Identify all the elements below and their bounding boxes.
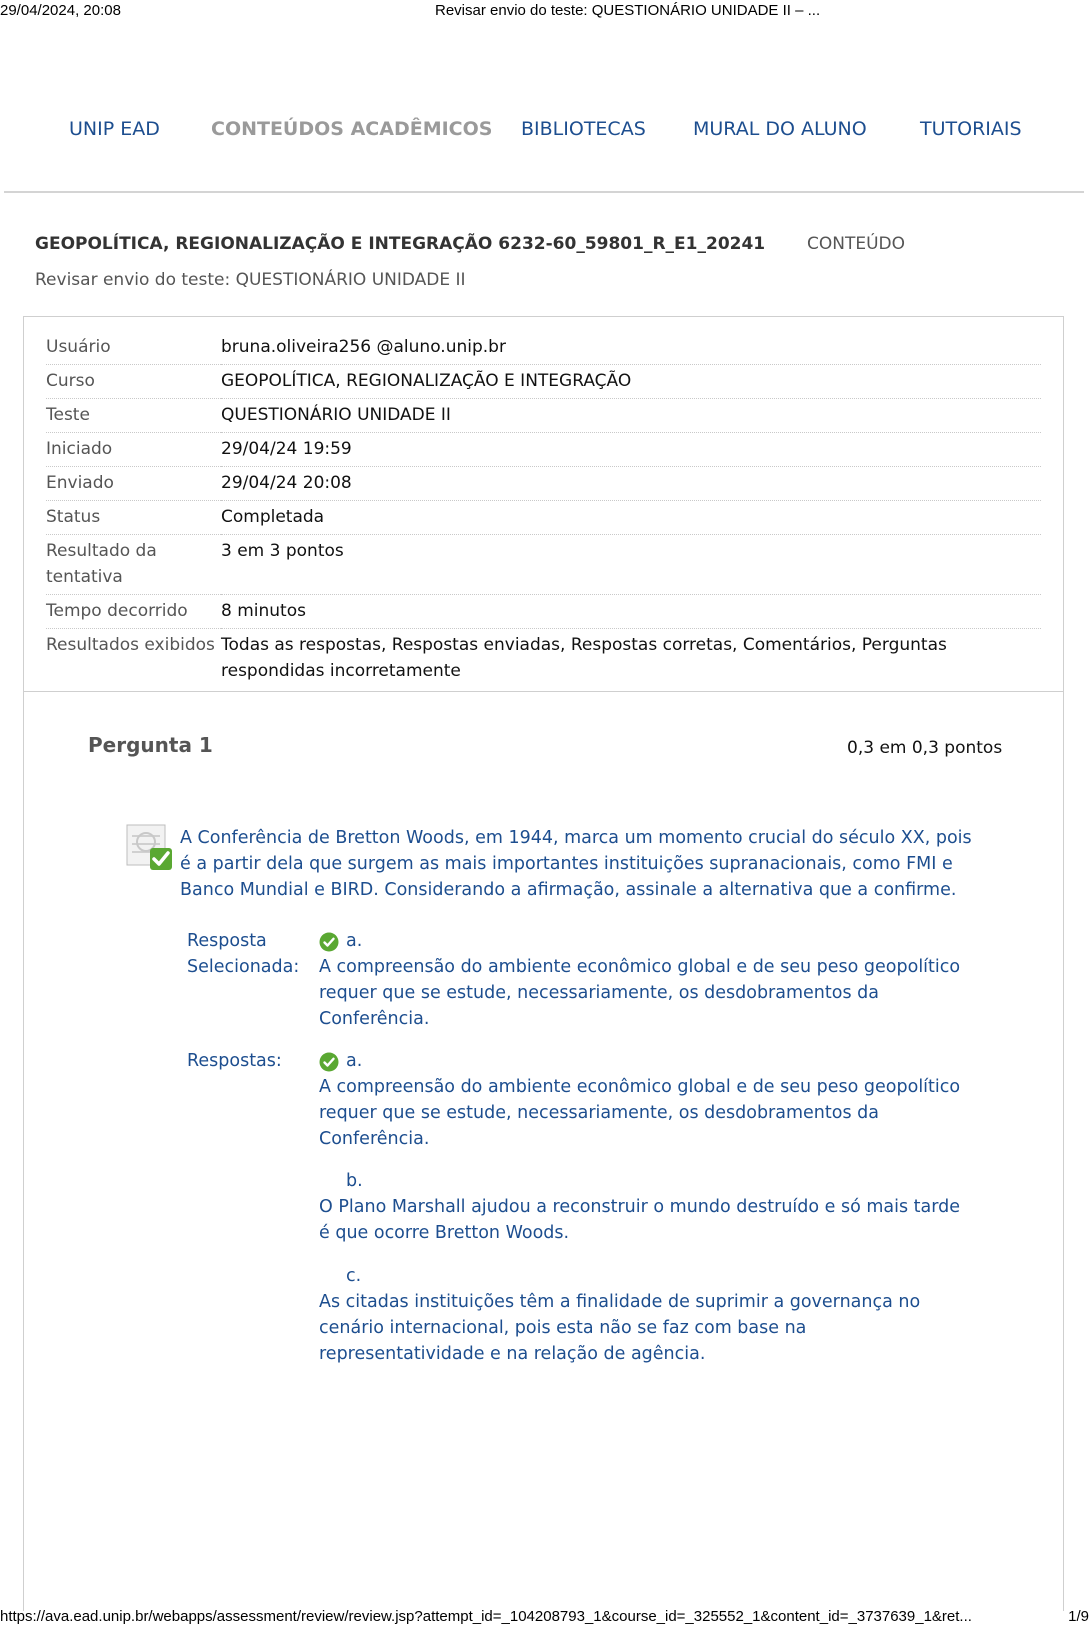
summary-label: Resultados exibidos	[46, 635, 215, 655]
summary-row-resultado	[46, 535, 1041, 595]
summary-row-enviado	[46, 467, 1041, 501]
breadcrumb: Revisar envio do teste: QUESTIONÁRIO UNIDADE II	[35, 270, 466, 290]
nav-bibliotecas[interactable]: BIBLIOTECAS	[521, 118, 646, 140]
print-page-number: 1/9	[1068, 1608, 1089, 1625]
answer-letter-wrap	[319, 1048, 969, 1074]
summary-row-teste	[46, 399, 1041, 433]
nav-divider	[4, 191, 1084, 193]
summary-value: 8 minutos	[221, 595, 1041, 629]
selected-answer-letter-wrap	[319, 928, 969, 954]
summary-value: 29/04/24 19:59	[221, 433, 1041, 467]
summary-label: Status	[46, 501, 221, 535]
nav-mural-do-aluno[interactable]: MURAL DO ALUNO	[693, 118, 867, 140]
correct-question-icon	[126, 824, 174, 872]
summary-row-iniciado	[46, 433, 1041, 467]
summary-value: Todas as respostas, Respostas enviadas, Respostas corretas, Comentários, Perguntas respondidas incorretamente	[221, 635, 947, 681]
summary-label: Teste	[46, 399, 221, 433]
answers-label: Respostas:	[187, 1051, 282, 1071]
answer-option-c	[319, 1263, 969, 1367]
question-score: 0,3 em 0,3 pontos	[847, 738, 1003, 758]
print-datetime: 29/04/2024, 20:08	[0, 2, 121, 19]
summary-label: Resultado da tentativa	[46, 535, 221, 595]
summary-value: Completada	[221, 501, 1041, 535]
print-footer	[0, 1608, 1089, 1629]
summary-label: Usuário	[46, 331, 221, 365]
answer-option-a	[319, 1048, 969, 1152]
print-header	[0, 0, 1089, 24]
nav-conteudos-academicos[interactable]: CONTEÚDOS ACADÊMICOS	[211, 118, 493, 140]
summary-value: bruna.oliveira256 @aluno.unip.br	[221, 331, 1041, 365]
summary-value: 29/04/24 20:08	[221, 467, 1041, 501]
summary-row-tempo	[46, 595, 1041, 629]
answer-text: As citadas instituições têm a finalidade de suprimir a governança no cenário internacional, pois esta não se faz com base na representatividade e na relação de agência.	[319, 1292, 921, 1364]
content-link[interactable]: CONTEÚDO	[807, 234, 906, 254]
summary-row-usuario	[46, 331, 1041, 365]
summary-label: Iniciado	[46, 433, 221, 467]
nav-tutoriais[interactable]: TUTORIAIS	[920, 118, 1022, 140]
summary-row-status	[46, 501, 1041, 535]
answer-letter: b.	[346, 1171, 363, 1191]
print-url: https://ava.ead.unip.br/webapps/assessment/review/review.jsp?attempt_id=_104208793_1&course_id=_325552_1&content_id=_3737639_1&ret...	[0, 1608, 972, 1625]
summary-label: Curso	[46, 365, 221, 399]
question-title: Pergunta 1	[88, 733, 213, 757]
nav-unip-ead[interactable]: UNIP EAD	[69, 118, 160, 140]
selected-answer-label: Resposta Selecionada:	[187, 931, 300, 977]
summary-value: 3 em 3 pontos	[221, 535, 1041, 595]
summary-value: QUESTIONÁRIO UNIDADE II	[221, 399, 1041, 433]
selected-answer	[319, 928, 969, 1032]
summary-row-resultados-exibidos	[46, 629, 1041, 689]
answer-option-b	[319, 1168, 969, 1246]
answer-text: A compreensão do ambiente econômico global e de seu peso geopolítico requer que se estude, necessariamente, os desdobramentos da Conferência.	[319, 1077, 961, 1149]
correct-check-icon	[319, 1052, 339, 1072]
attempt-summary	[23, 316, 1064, 692]
summary-label: Enviado	[46, 467, 221, 501]
summary-table	[46, 331, 1041, 688]
correct-check-icon	[319, 932, 339, 952]
summary-value: GEOPOLÍTICA, REGIONALIZAÇÃO E INTEGRAÇÃO	[221, 365, 1041, 399]
selected-answer-letter: a.	[346, 931, 363, 951]
answer-letter: c.	[346, 1266, 362, 1286]
question-text: A Conferência de Bretton Woods, em 1944, marca um momento crucial do século XX, pois é a partir dela que surgem as mais importantes instituições supranacionais, como FMI e Banco Mundial e BIRD. Considerando a afirmação, assinale a alternativa que a confirme.	[180, 828, 972, 900]
print-page-title: Revisar envio do teste: QUESTIONÁRIO UNIDADE II – ...	[435, 2, 821, 19]
answer-text: O Plano Marshall ajudou a reconstruir o mundo destruído e só mais tarde é que ocorre Bretton Woods.	[319, 1197, 961, 1243]
top-navigation	[0, 118, 1089, 148]
selected-answer-text: A compreensão do ambiente econômico global e de seu peso geopolítico requer que se estude, necessariamente, os desdobramentos da Conferência.	[319, 957, 961, 1029]
answer-letter: a.	[346, 1051, 363, 1071]
summary-label: Tempo decorrido	[46, 595, 221, 629]
course-title: GEOPOLÍTICA, REGIONALIZAÇÃO E INTEGRAÇÃO 6232-60_59801_R_E1_20241	[35, 234, 766, 254]
summary-row-curso	[46, 365, 1041, 399]
